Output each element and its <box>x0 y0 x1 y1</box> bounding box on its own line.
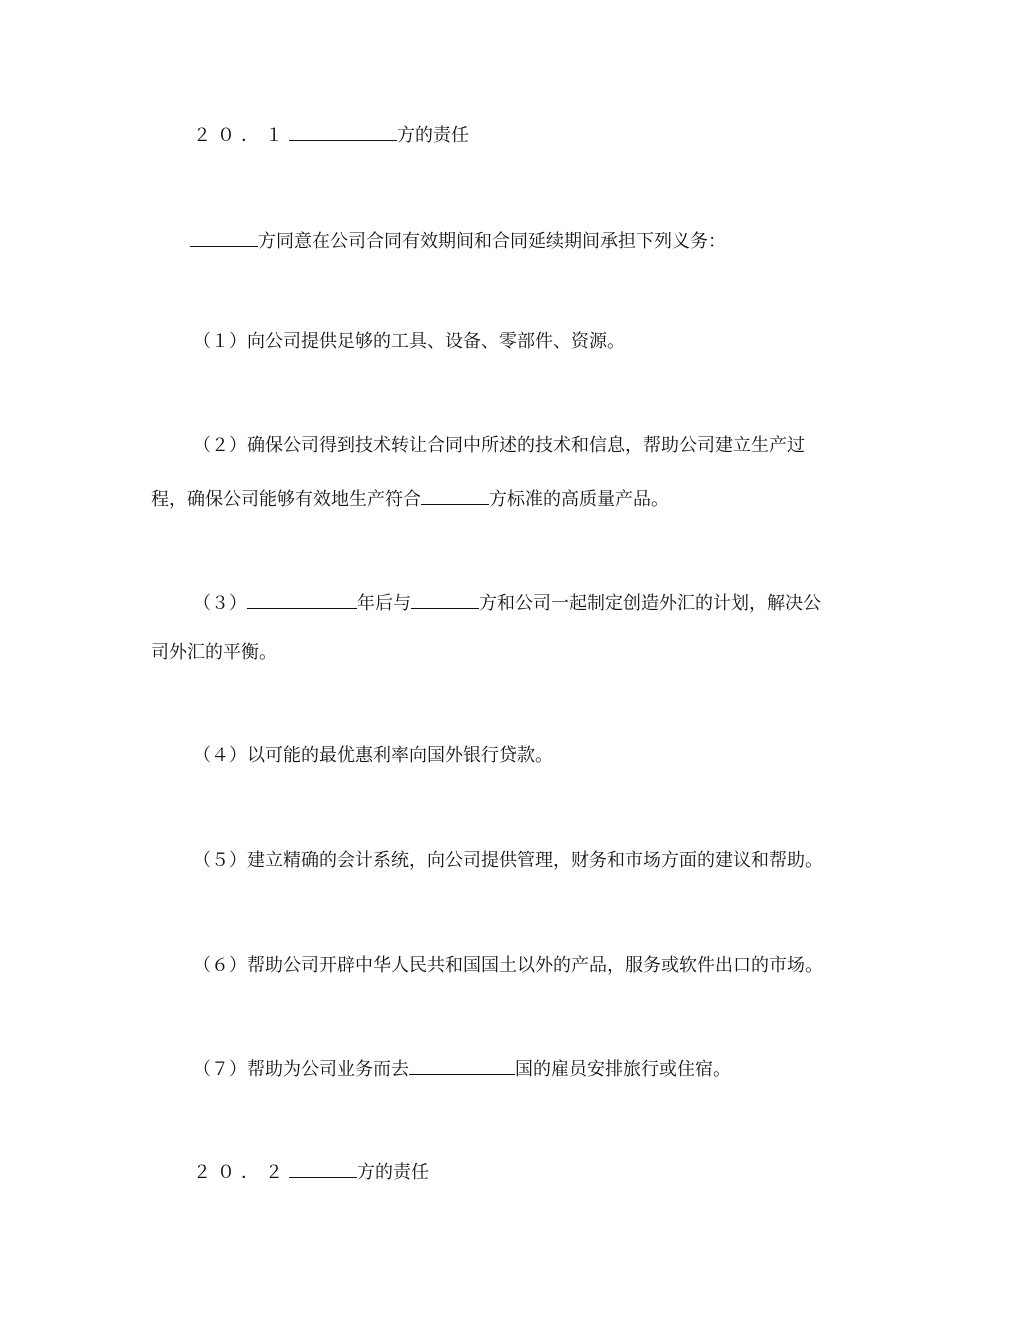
item-text: 确保公司得到技术转让合同中所述的技术和信息，帮助公司建立生产过 <box>247 435 805 456</box>
item-text: 以可能的最优惠利率向国外银行贷款。 <box>247 745 553 766</box>
item-marker: （１） <box>193 331 247 352</box>
blank-field <box>411 590 479 609</box>
blank-field <box>421 486 489 505</box>
section-title: 方的责任 <box>397 125 469 146</box>
item-text: 建立精确的会计系统，向公司提供管理，财务和市场方面的建议和帮助。 <box>247 850 823 871</box>
item-marker: （４） <box>193 745 247 766</box>
item-marker: （２） <box>193 435 247 456</box>
item-3-line-2 <box>151 641 277 665</box>
item-4 <box>193 744 553 768</box>
item-text: 方标准的高质量产品。 <box>489 489 669 510</box>
item-6 <box>193 954 823 978</box>
blank-field <box>289 1159 357 1178</box>
blank-field <box>409 1056 515 1075</box>
item-text: 向公司提供足够的工具、设备、零部件、资源。 <box>247 331 625 352</box>
item-3-line-1 <box>193 590 821 616</box>
item-marker: （７） <box>193 1059 247 1080</box>
item-text: 帮助为公司业务而去 <box>247 1059 409 1080</box>
section-20-2-heading <box>193 1159 429 1185</box>
item-1 <box>193 330 625 354</box>
item-2-line-2 <box>151 486 669 512</box>
item-text: 国的雇员安排旅行或住宿。 <box>515 1059 731 1080</box>
section-20-1-heading <box>193 122 469 148</box>
blank-field <box>247 590 357 609</box>
item-marker: （６） <box>193 955 247 976</box>
item-text: 方和公司一起制定创造外汇的计划，解决公 <box>479 593 821 614</box>
item-text: 程，确保公司能够有效地生产符合 <box>151 489 421 510</box>
item-text: 帮助公司开辟中华人民共和国国土以外的产品，服务或软件出口的市场。 <box>247 955 823 976</box>
section-number: ２０．１ <box>193 125 289 146</box>
intro-text: 方同意在公司合同有效期间和合同延续期间承担下列义务： <box>258 231 726 252</box>
section-number: ２０．２ <box>193 1162 289 1183</box>
section-title: 方的责任 <box>357 1162 429 1183</box>
intro-paragraph <box>190 228 726 254</box>
item-5 <box>193 849 823 873</box>
item-2-line-1 <box>193 434 805 458</box>
blank-field <box>289 122 397 141</box>
item-text: 年后与 <box>357 593 411 614</box>
item-marker: （５） <box>193 850 247 871</box>
blank-field <box>190 228 258 247</box>
item-text: 司外汇的平衡。 <box>151 642 277 663</box>
item-marker: （３） <box>193 593 247 614</box>
item-7 <box>193 1056 731 1082</box>
